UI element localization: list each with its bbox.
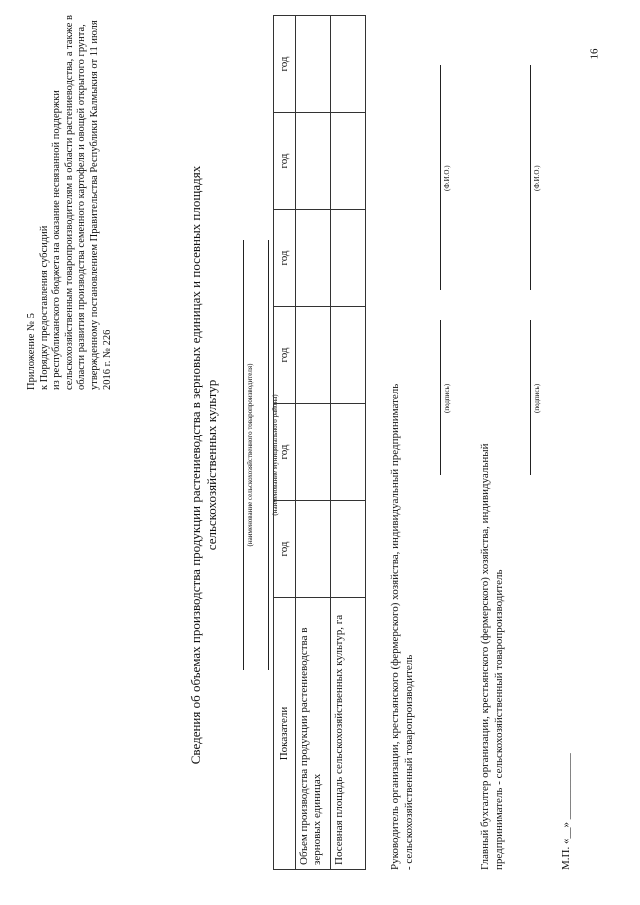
appendix-line: из республиканского бюджета на оказание несвязанной поддержки сельскохозяйственным товаропроизводителям в области растениеводства, а также в области развития производства семенного картофеля и овощей открытого грунта, утвержденному постановлением Правительства Республики Калмыкия от 11 июля 2016 г. № 226: [51, 14, 113, 390]
table-cell: [331, 16, 366, 113]
district-blank: [268, 240, 269, 670]
table-cell: [296, 113, 331, 210]
appendix-note: [26, 0, 114, 390]
head-signature-caption: (подпись): [443, 383, 451, 413]
head-name-line: [440, 65, 441, 290]
table-row: [331, 16, 366, 870]
district-caption: (наименование муниципального района): [271, 394, 279, 516]
page-number: 16: [588, 48, 601, 60]
table-header-row: [274, 16, 296, 870]
indicators-table: [273, 15, 366, 870]
document-title: Сведения об объемах производства продукции растениеводства в зерновых единицах и посевных площадях сельскохозяйственных культур: [188, 165, 219, 765]
header-year: год: [274, 210, 296, 307]
head-signatory: Руководитель организации, крестьянского (фермерского) хозяйства, индивидуальный предприниматель - сельскохозяйственный товаропроизводитель: [389, 383, 415, 870]
row-label: Объем производства продукции растениеводства в зерновых единицах: [296, 598, 331, 870]
header-year: год: [274, 113, 296, 210]
table-cell: [331, 113, 366, 210]
producer-blank: [243, 240, 244, 670]
accountant-signatory: Главный бухгалтер организации, крестьянского (фермерского) хозяйства, индивидуальный предприниматель - сельскохозяйственный товаропроизводитель: [479, 443, 505, 870]
table-cell: [331, 501, 366, 598]
table-cell: [296, 501, 331, 598]
accountant-name-caption: (Ф.И.О.): [533, 165, 541, 191]
head-signature-line: [440, 320, 441, 475]
table-cell: [296, 404, 331, 501]
table-cell: [296, 210, 331, 307]
stamp-placeholder: М.П. «__» ____________: [560, 753, 572, 870]
table-cell: [296, 16, 331, 113]
table-row: [296, 16, 331, 870]
table-cell: [331, 307, 366, 404]
head-name-caption: (Ф.И.О.): [443, 165, 451, 191]
header-indicators: Показатели: [274, 598, 296, 870]
header-year: год: [274, 307, 296, 404]
table-cell: [296, 307, 331, 404]
appendix-heading: Приложение № 5: [26, 313, 37, 390]
accountant-name-line: [530, 65, 531, 290]
row-label: Посевная площадь сельскохозяйственных культур, га: [331, 598, 366, 870]
appendix-line: к Порядку предоставления субсидий: [38, 225, 50, 390]
header-year: год: [274, 404, 296, 501]
header-year: год: [274, 501, 296, 598]
producer-caption: (наименование сельскохозяйственного товаропроизводителя): [246, 363, 254, 547]
accountant-signature-caption: (подпись): [533, 383, 541, 413]
header-year: год: [274, 16, 296, 113]
table-cell: [331, 404, 366, 501]
table-cell: [331, 210, 366, 307]
accountant-signature-line: [530, 320, 531, 475]
